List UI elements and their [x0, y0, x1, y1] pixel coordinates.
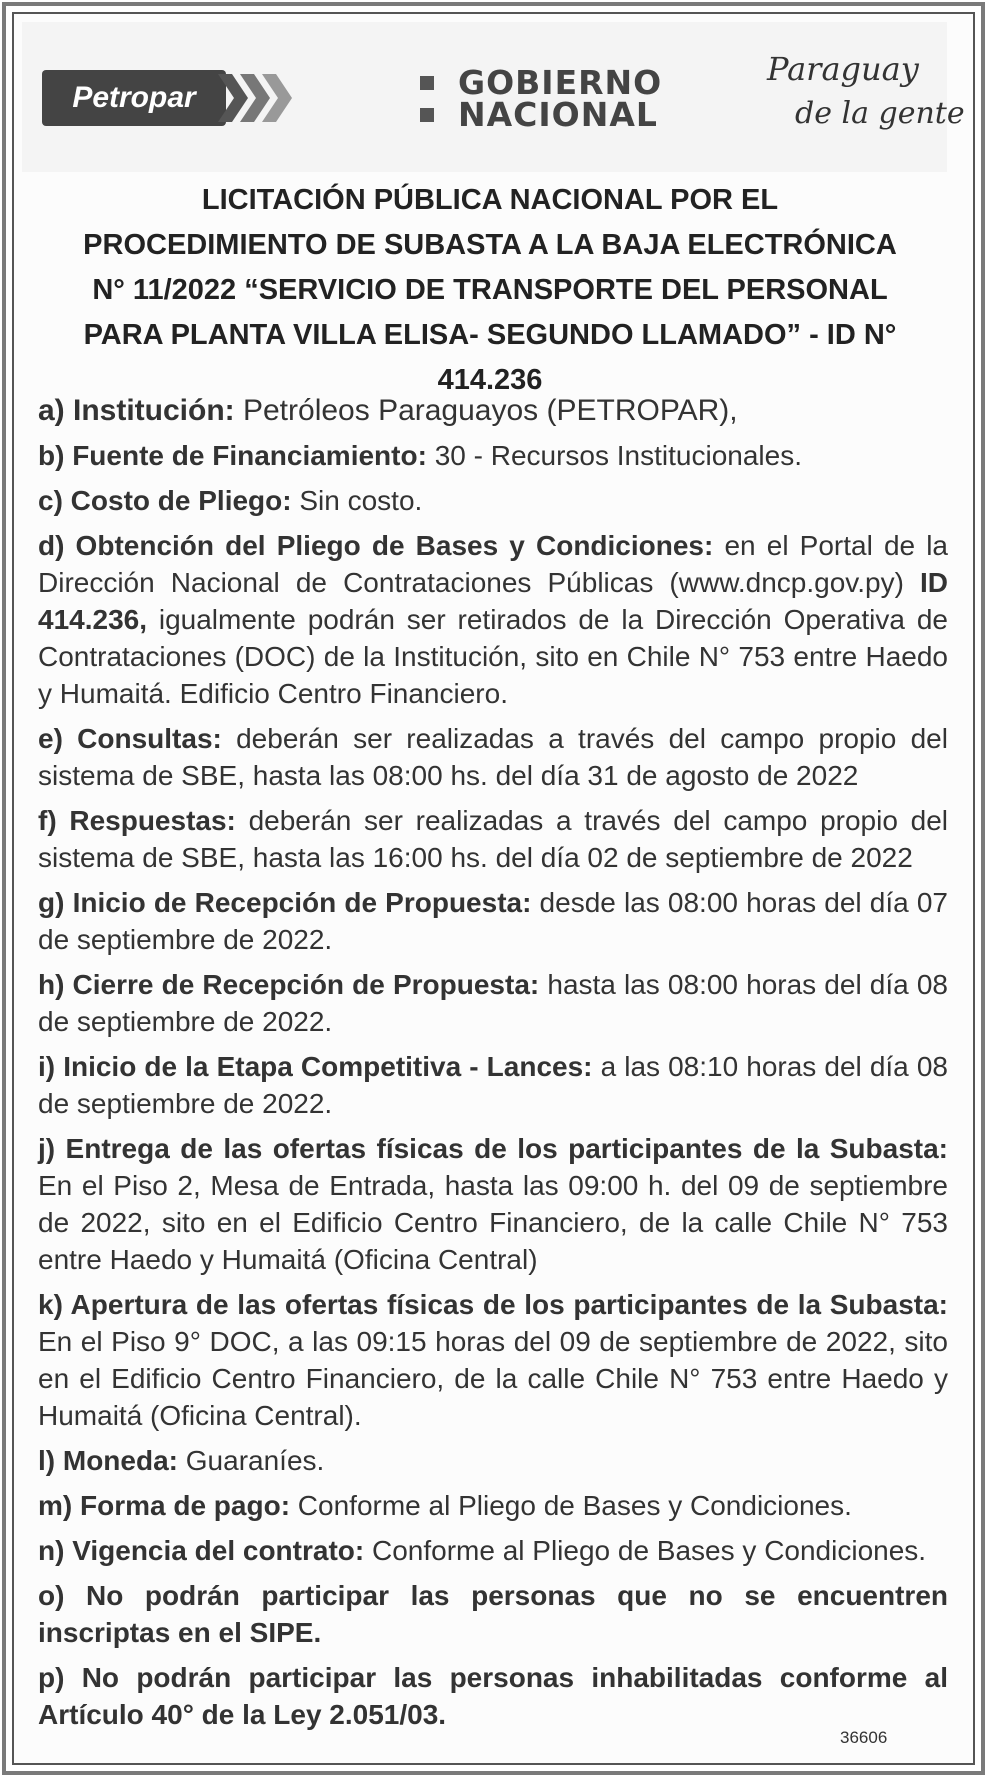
title-line: PROCEDIMIENTO DE SUBASTA A LA BAJA ELECTRÓNICA [83, 229, 897, 261]
notice-title [30, 178, 950, 403]
ad-code: 36606 [840, 1728, 888, 1747]
item-consultas: e) Consultas: deberán ser realizadas a través del campo propio del sistema de SBE, hasta las 08:00 hs. del día 31 de agosto de 2022 [38, 723, 948, 791]
gobierno-nacional-logo [420, 63, 663, 144]
title-line: LICITACIÓN PÚBLICA NACIONAL POR EL [201, 184, 779, 216]
item-apertura-ofertas: k) Apertura de las ofertas físicas de los participantes de la Subasta: En el Piso 9° DOC, a las 09:15 horas del 09 de septiembre de 2022, sito en el Edificio Centro Financiero, de la calle Chile N° 753 entre Haedo y Humaitá (Oficina Central). [38, 1289, 948, 1431]
item-entrega-ofertas: j) Entrega de las ofertas físicas de los participantes de la Subasta: En el Piso 2, Mesa de Entrada, hasta las 09:00 h. del 09 de septiembre de 2022, sito en el Edificio Centro Financiero, de la calle Chile N° 753 entre Haedo y Humaitá (Oficina Central) [38, 1133, 948, 1275]
item-etapa-competitiva: i) Inicio de la Etapa Competitiva - Lances: a las 08:10 horas del día 08 de septiembre de 2022. [38, 1051, 948, 1119]
gov-logo-line1: GOBIERNO [458, 63, 663, 102]
item-moneda: l) Moneda: Guaraníes. [38, 1445, 325, 1476]
item-forma-pago: m) Forma de pago: Conforme al Pliego de Bases y Condiciones. [38, 1490, 852, 1521]
petropar-logo-text: Petropar [42, 70, 226, 126]
slogan-line1: Paraguay [767, 50, 919, 88]
item-respuestas: f) Respuestas: deberán ser realizadas a través del campo propio del sistema de SBE, hasta las 16:00 hs. del día 02 de septiembre de 2022 [38, 805, 948, 873]
slogan-line2: de la gente [795, 96, 965, 131]
title-line: N° 11/2022 “SERVICIO DE TRANSPORTE DEL PERSONAL [92, 274, 888, 306]
item-no-inhabilitadas: p) No podrán participar las personas inhabilitadas conforme al Artículo 40° de la Ley 2.051/03. [38, 1662, 948, 1730]
item-institucion: a) Institución: Petróleos Paraguayos (PETROPAR), [38, 394, 738, 427]
notice-items [38, 392, 948, 1741]
item-costo: c) Costo de Pliego: Sin costo. [38, 485, 423, 516]
item-obtencion: d) Obtención del Pliego de Bases y Condiciones: en el Portal de la Dirección Nacional de Contrataciones Públicas (www.dncp.gov.py) ID 414.236, igualmente podrán ser retirados de la Dirección Operativa de Contrataciones (DOC) de la Institución, sito en Chile N° 753 entre Haedo y Humaitá. Edificio Centro Financiero. [38, 530, 949, 709]
item-vigencia: n) Vigencia del contrato: Conforme al Pliego de Bases y Condiciones. [38, 1535, 927, 1566]
item-inicio-recepcion: g) Inicio de Recepción de Propuesta: desde las 08:00 horas del día 07 de septiembre de 2022. [38, 887, 948, 955]
header-banner [22, 22, 965, 172]
petropar-logo [42, 70, 292, 126]
gov-logo-line2: NACIONAL [458, 95, 658, 134]
item-cierre-recepcion: h) Cierre de Recepción de Propuesta: hasta las 08:00 horas del día 08 de septiembre de 2022. [38, 969, 948, 1037]
logo-square-icon [420, 108, 434, 122]
logo-square-icon [420, 76, 434, 90]
chevrons-icon [218, 70, 298, 126]
paraguay-de-la-gente-logo [767, 50, 965, 150]
item-no-sipe: o) No podrán participar las personas que no se encuentren inscriptas en el SIPE. [38, 1580, 948, 1648]
item-fuente: b) Fuente de Financiamiento: 30 - Recursos Institucionales. [38, 440, 802, 471]
title-line: PARA PLANTA VILLA ELISA- SEGUNDO LLAMADO” - ID N° 414.236 [83, 319, 897, 396]
